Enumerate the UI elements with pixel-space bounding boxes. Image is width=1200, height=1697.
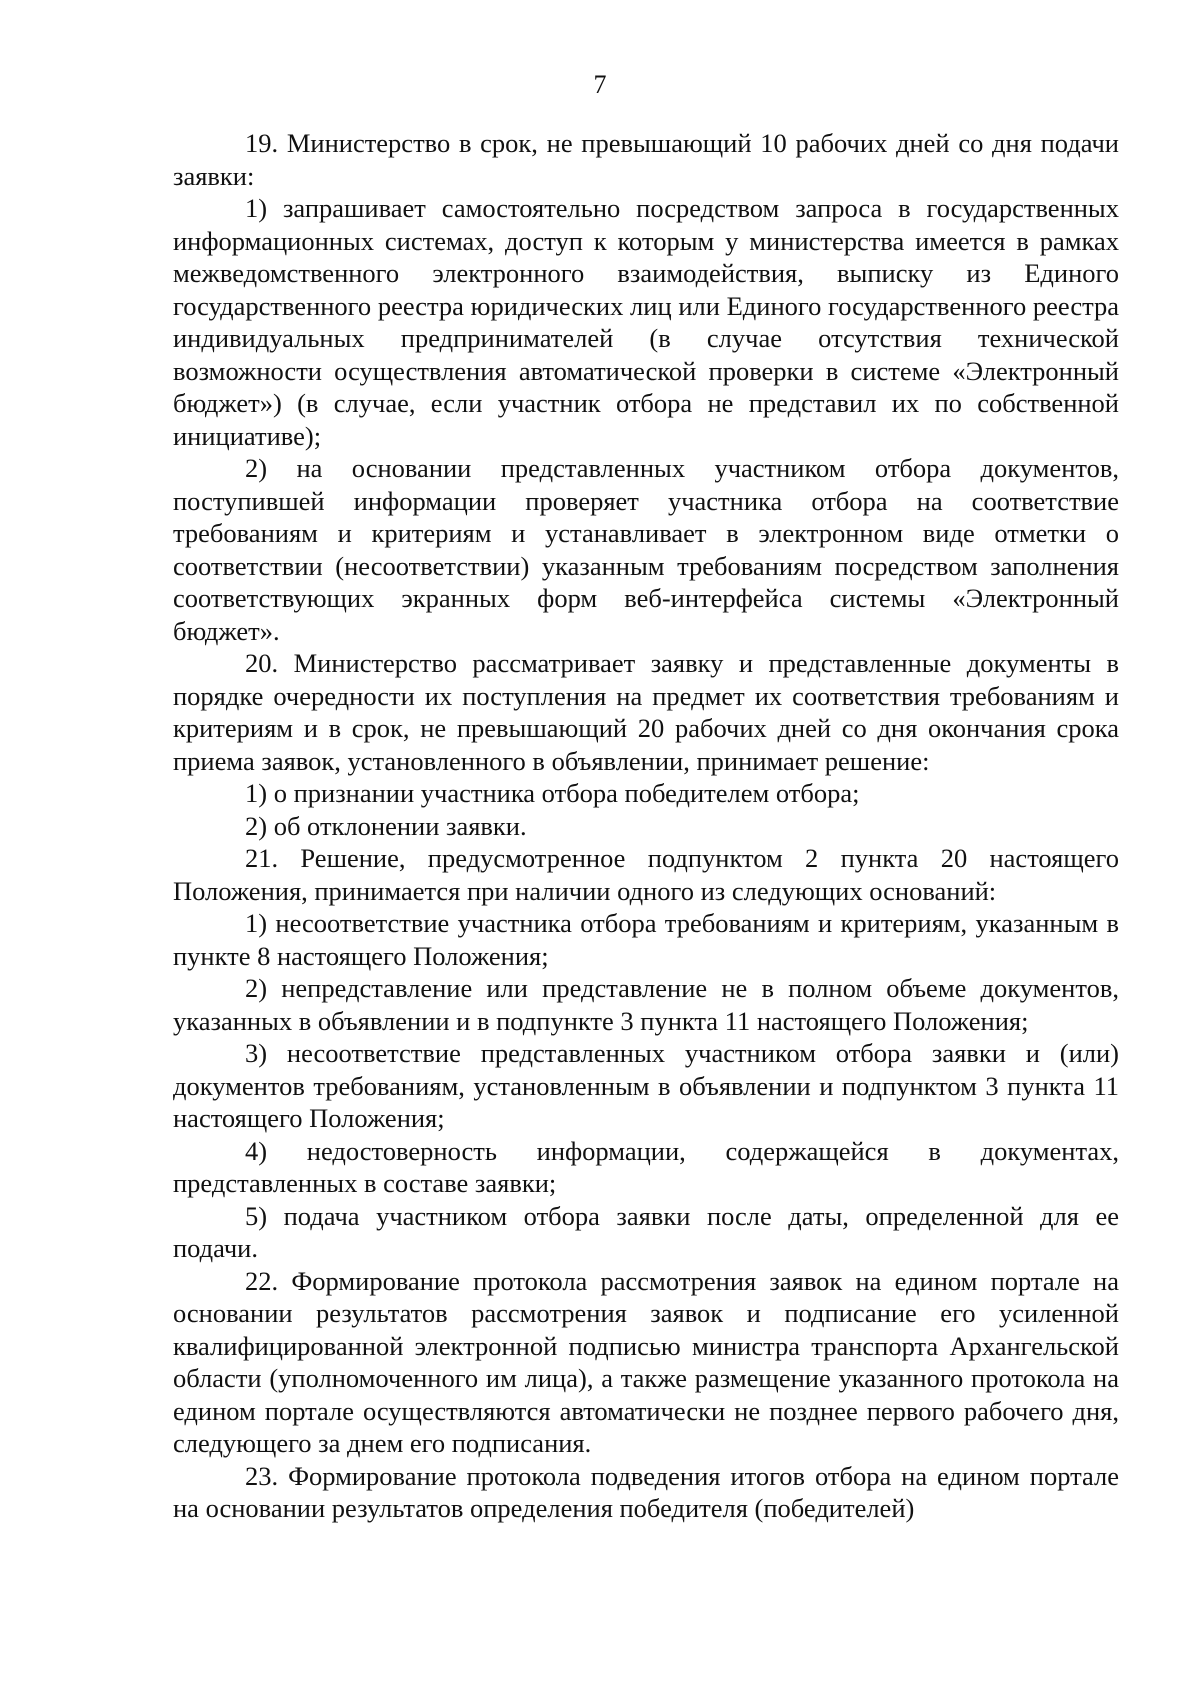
paragraph-19: 19. Министерство в срок, не превышающий 10 рабочих дней со дня подачи заявки: bbox=[173, 128, 1119, 191]
paragraph-20-item-1: 1) о признании участника отбора победителем отбора; bbox=[245, 778, 860, 808]
paragraph-22: 22. Формирование протокола рассмотрения заявок на едином портале на основании результатов рассмотрения заявок и подписание его усиленной квалифицированной электронной подписью министра транспорта Архангельской области (уполномоченного им лица), а также размещение указанного протокола на едином портале осуществляются автоматически не позднее первого рабочего дня, следующего за днем его подписания. bbox=[173, 1265, 1119, 1458]
paragraph-21-item-4: 4) недостоверность информации, содержащейся в документах, представленных в составе заявки; bbox=[173, 1135, 1119, 1198]
paragraph-19-item-1: 1) запрашивает самостоятельно посредством запроса в государственных информационных системах, доступ к которым у министерства имеется в рамках межведомственного электронного взаимодействия, выписку из Единого государственного реестра юридических лиц или Единого государственного реестра индивидуальных предпринимателей (в случае отсутствия технической возможности осуществления автоматической проверки в системе «Электронный бюджет») (в случае, если участник отбора не представил их по собственной инициативе); bbox=[173, 193, 1119, 451]
paragraph-21-item-1: 1) несоответствие участника отбора требованиям и критериям, указанным в пункте 8 настоящего Положения; bbox=[173, 908, 1119, 971]
document-body bbox=[173, 127, 1119, 1525]
paragraph-23: 23. Формирование протокола подведения итогов отбора на едином портале на основании результатов определения победителя (победителей) bbox=[173, 1460, 1119, 1523]
paragraph-21: 21. Решение, предусмотренное подпунктом 2 пункта 20 настоящего Положения, принимается при наличии одного из следующих оснований: bbox=[173, 843, 1119, 906]
page-number: 7 bbox=[593, 70, 607, 99]
paragraph-19-item-2: 2) на основании представленных участником отбора документов, поступившей информации проверяет участника отбора на соответствие требованиям и критериям и устанавливает в электронном виде отметки о соответствии (несоответствии) указанным требованиям посредством заполнения соответствующих экранных форм веб-интерфейса системы «Электронный бюджет». bbox=[173, 453, 1119, 646]
paragraph-21-item-3: 3) несоответствие представленных участником отбора заявки и (или) документов требованиям, установленным в объявлении и подпунктом 3 пункта 11 настоящего Положения; bbox=[173, 1038, 1119, 1133]
paragraph-21-item-5: 5) подача участником отбора заявки после даты, определенной для ее подачи. bbox=[173, 1200, 1119, 1263]
paragraph-20: 20. Министерство рассматривает заявку и представленные документы в порядке очередности их поступления на предмет их соответствия требованиям и критериям и в срок, не превышающий 20 рабочих дней со дня окончания срока приема заявок, установленного в объявлении, принимает решение: bbox=[173, 648, 1119, 776]
paragraph-20-item-2: 2) об отклонении заявки. bbox=[245, 810, 527, 841]
paragraph-21-item-2: 2) непредставление или представление не в полном объеме документов, указанных в объявлении и в подпункте 3 пункта 11 настоящего Положения; bbox=[173, 973, 1119, 1036]
